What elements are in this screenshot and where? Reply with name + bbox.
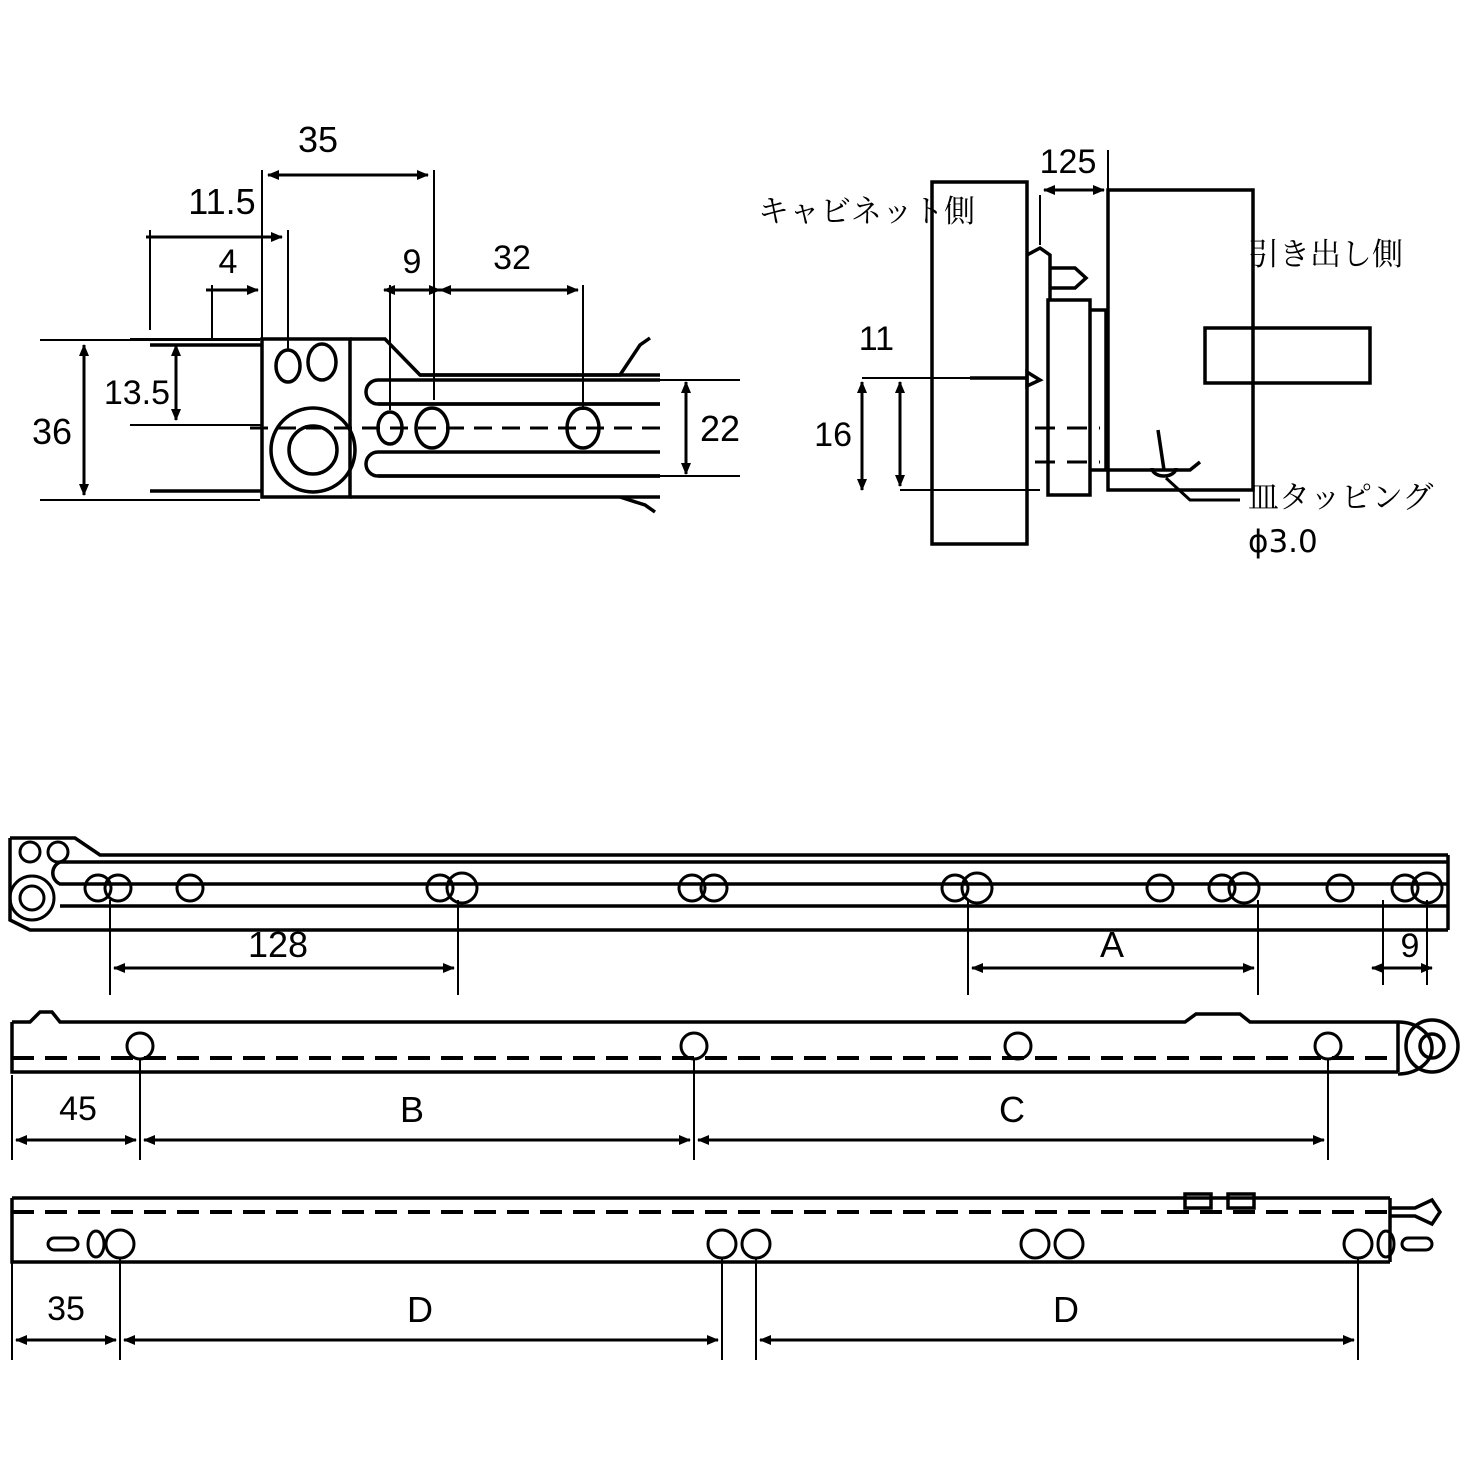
dimension-A: A	[1099, 924, 1125, 965]
dimension-11: 11	[858, 320, 894, 358]
rail-view-middle	[12, 1012, 1458, 1160]
dimension-35-rail: 35	[47, 1290, 85, 1328]
dimension-22: 22	[700, 408, 741, 449]
dimension-D-second: D	[1053, 1289, 1079, 1330]
dimension-B: B	[399, 1089, 425, 1130]
dimension-13-5: 13.5	[103, 374, 170, 412]
dimension-4: 4	[218, 243, 238, 281]
front-end-detail-view	[32, 119, 740, 512]
label-cabinet-side: キャビネット側	[758, 194, 975, 230]
dimension-9-rail: 9	[1400, 927, 1420, 965]
dimension-11-5: 11.5	[188, 181, 256, 222]
label-drawer-side: 引き出し側	[1248, 237, 1403, 273]
label-screw-diameter: ϕ3.0	[1248, 524, 1318, 560]
dimension-35: 35	[297, 119, 339, 160]
dimension-9-detail: 9	[402, 243, 422, 281]
rail-view-top	[10, 838, 1448, 995]
label-screw-note: 皿タッピング	[1248, 480, 1434, 516]
dimension-D-first: D	[407, 1289, 433, 1330]
dimension-C: C	[999, 1089, 1025, 1130]
dimension-45: 45	[59, 1090, 97, 1128]
dimension-16: 16	[814, 416, 852, 454]
dimension-125: 125	[1039, 143, 1097, 181]
rail-view-bottom	[12, 1194, 1440, 1360]
section-detail-view	[758, 143, 1433, 560]
dimension-128: 128	[247, 924, 309, 965]
dimension-32: 32	[493, 239, 531, 277]
dimension-36: 36	[31, 411, 72, 452]
